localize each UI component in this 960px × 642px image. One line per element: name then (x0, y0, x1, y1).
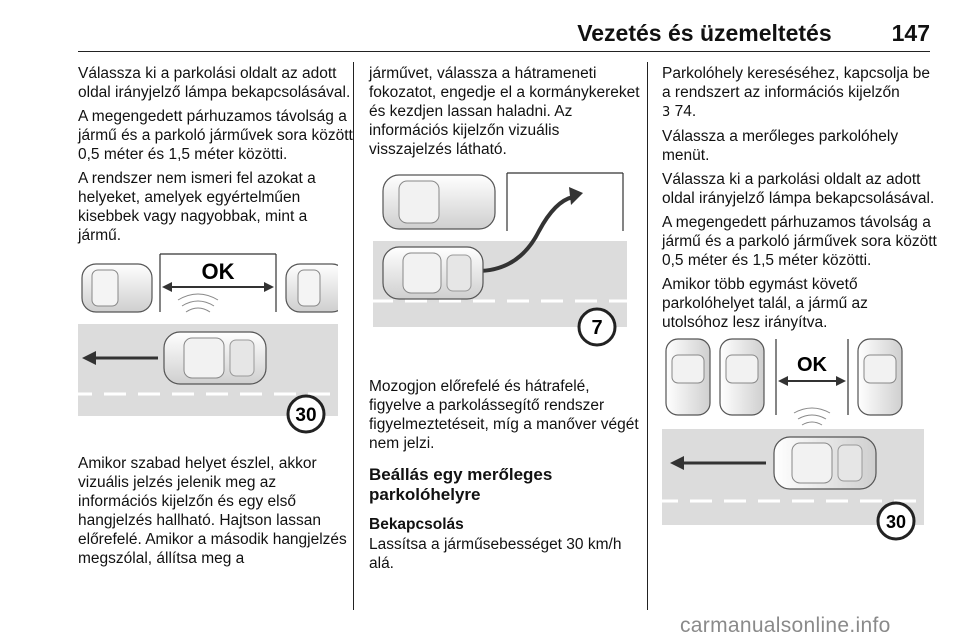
sensor-waves-icon (794, 408, 830, 425)
paragraph: Válassza a merőleges parkolóhely menüt. (662, 128, 899, 164)
speed-badge (288, 396, 324, 432)
parked-car-icon (858, 339, 902, 415)
subheading: Bekapcsolás (369, 516, 464, 533)
section-heading: Beállás egy merőleges parkolóhelyre (369, 465, 553, 504)
paragraph: A megengedett párhuzamos távolság a jármű és a parkoló járművek sora között 0,5 méter és 1,5 méter közötti. (662, 214, 937, 269)
svg-text:30: 30 (885, 512, 907, 532)
paragraph: Válassza ki a parkolási oldalt az adott oldal irányjelző lámpa bekapcsolásával. (662, 171, 935, 207)
paragraph: Amikor több egymást követő parkolóhelyet talál, a jármű az utolsóhoz lesz irányítva. (662, 276, 868, 331)
paragraph: A rendszer nem ismeri fel azokat a helyeket, amelyek egyértelműen kisebbek vagy nagyobbak, mint a jármű. (78, 170, 316, 244)
reverse-parking-figure (369, 171, 631, 361)
column-divider (647, 62, 648, 610)
sensor-waves-icon (178, 294, 218, 312)
perpendicular-parking-figure (662, 337, 924, 543)
header-rule (78, 51, 930, 52)
column-3 (662, 64, 938, 543)
watermark[interactable]: carmanualsonline.info (680, 614, 891, 637)
arrow-left-icon (162, 282, 172, 292)
paragraph (662, 64, 938, 122)
speed-badge (878, 503, 914, 539)
parked-car-icon (82, 264, 152, 312)
parked-car-icon (720, 339, 764, 415)
parked-car-icon (383, 175, 495, 229)
arrow-right-icon (836, 376, 846, 386)
arrow-left-icon (778, 376, 788, 386)
svg-text:30: 30 (295, 405, 317, 426)
parked-car-icon (666, 339, 710, 415)
page-title: Vezetés és üzemeltetés (577, 20, 832, 46)
ok-label: OK (201, 259, 235, 284)
paragraph: Lassítsa a járműsebességet 30 km/h alá. (369, 536, 622, 572)
moving-car-icon (164, 332, 266, 384)
column-2 (369, 64, 645, 578)
column-1 (78, 64, 354, 573)
page-header (78, 20, 930, 47)
svg-text:7: 7 (591, 317, 603, 339)
speed-badge (579, 309, 615, 345)
page-number: 147 (891, 20, 930, 46)
page-ref-icon: 3 (662, 105, 671, 120)
page-ref: 74. (674, 103, 697, 120)
paragraph: Amikor szabad helyet észlel, akkor vizuális jelzés jelenik meg az információs kijelzőn és egy első hangjelzés hallható. Hajtson lassan előrefelé. Amikor a második hangjelzés megszólal, állítsa meg a (78, 455, 347, 567)
paragraph: Mozogjon előrefelé és hátrafelé, figyelve a parkolássegítő rendszer figyelmeztetéseit, míg a manőver végét nem jelzi. (369, 378, 639, 452)
paragraph: Válassza ki a parkolási oldalt az adott oldal irányjelző lámpa bekapcsolásával. (78, 65, 351, 101)
moving-car-icon (383, 247, 483, 299)
parallel-parking-figure (78, 250, 338, 440)
arrow-icon (569, 187, 583, 205)
ok-label: OK (797, 354, 827, 376)
parked-car-icon (286, 264, 338, 312)
paragraph: A megengedett párhuzamos távolság a jármű és a parkoló járművek sora között 0,5 méter és 1,5 méter közötti. (78, 108, 353, 163)
paragraph: járművet, válassza a hátrameneti fokozatot, engedje el a kormánykereket és kezdjen lassan haladni. Az információs kijelzőn vizuális visszajelzés látható. (369, 65, 640, 158)
paragraph-text: Parkolóhely kereséséhez, kapcsolja be a rendszert az információs kijelzőn (662, 65, 930, 101)
moving-car-icon (774, 437, 876, 489)
arrow-right-icon (264, 282, 274, 292)
